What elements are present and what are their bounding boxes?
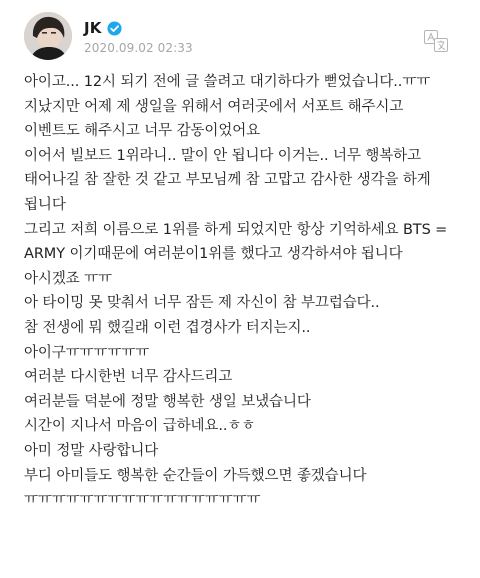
avatar[interactable] bbox=[24, 12, 72, 60]
post-text-line: ARMY 이기때문에 여러분이1위를 했다고 생각하셔야 됩니다 bbox=[24, 246, 403, 263]
post-timestamp: 2020.09.02 02:33 bbox=[84, 41, 193, 55]
post-text-line: 아이고... 12시 되기 전에 글 쓸려고 대기하다가 뻗었습니다..ㅠㅠ bbox=[24, 74, 431, 90]
post-text-line: 부디 아미들도 행복한 순간들이 가득했으면 좋겠습니다 bbox=[24, 467, 367, 484]
post-body bbox=[24, 70, 464, 513]
translate-icon bbox=[424, 30, 448, 52]
author-row bbox=[84, 18, 122, 38]
post-text-line: 아미 정말 사랑합니다 bbox=[24, 442, 159, 459]
post-text-line: 참 전생에 뭐 했길래 이런 겹경사가 터지는지.. bbox=[24, 319, 311, 336]
post-text-line: 됩니다 bbox=[24, 196, 66, 213]
user-avatar-icon bbox=[24, 12, 72, 60]
post-text-line: 그리고 저희 이름으로 1위를 하게 되었지만 항상 기억하세요 BTS = bbox=[24, 221, 448, 238]
post-text-line: 여러분들 덕분에 정말 행복한 생일 보냈습니다 bbox=[24, 393, 311, 410]
post-text-line: 이어서 빌보드 1위라니.. 말이 안 됩니다 이거는.. 너무 행복하고 bbox=[24, 147, 422, 164]
verified-badge-icon bbox=[107, 21, 122, 36]
post-text-line: 태어나길 참 잘한 것 같고 부모님께 참 고맙고 감사한 생각을 하게 bbox=[24, 172, 431, 189]
post-text-line: 아시겠죠 ㅠㅠ bbox=[24, 270, 112, 287]
post-text-line: 여러분 다시한번 너무 감사드리고 bbox=[24, 369, 233, 386]
post-text-line: ㅠㅠㅠㅠㅠㅠㅠㅠㅠㅠㅠㅠㅠㅠㅠㅠㅠ bbox=[24, 492, 261, 509]
author-name[interactable]: JK bbox=[84, 19, 102, 37]
post-text-line: 아이구ㅠㅠㅠㅠㅠㅠ bbox=[24, 344, 150, 361]
post-text-line: 아 타이밍 못 맞춰서 너무 잠든 제 자신이 참 부끄럽습다.. bbox=[24, 295, 380, 312]
post-text-line: 이벤트도 해주시고 너무 감동이었어요 bbox=[24, 123, 261, 140]
post-header bbox=[0, 0, 480, 64]
translate-button[interactable] bbox=[424, 30, 448, 52]
post-text-line: 지났지만 어제 제 생일을 위해서 여러곳에서 서포트 해주시고 bbox=[24, 98, 404, 115]
post-text-line: 시간이 지나서 마음이 급하네요..ㅎㅎ bbox=[24, 418, 256, 435]
